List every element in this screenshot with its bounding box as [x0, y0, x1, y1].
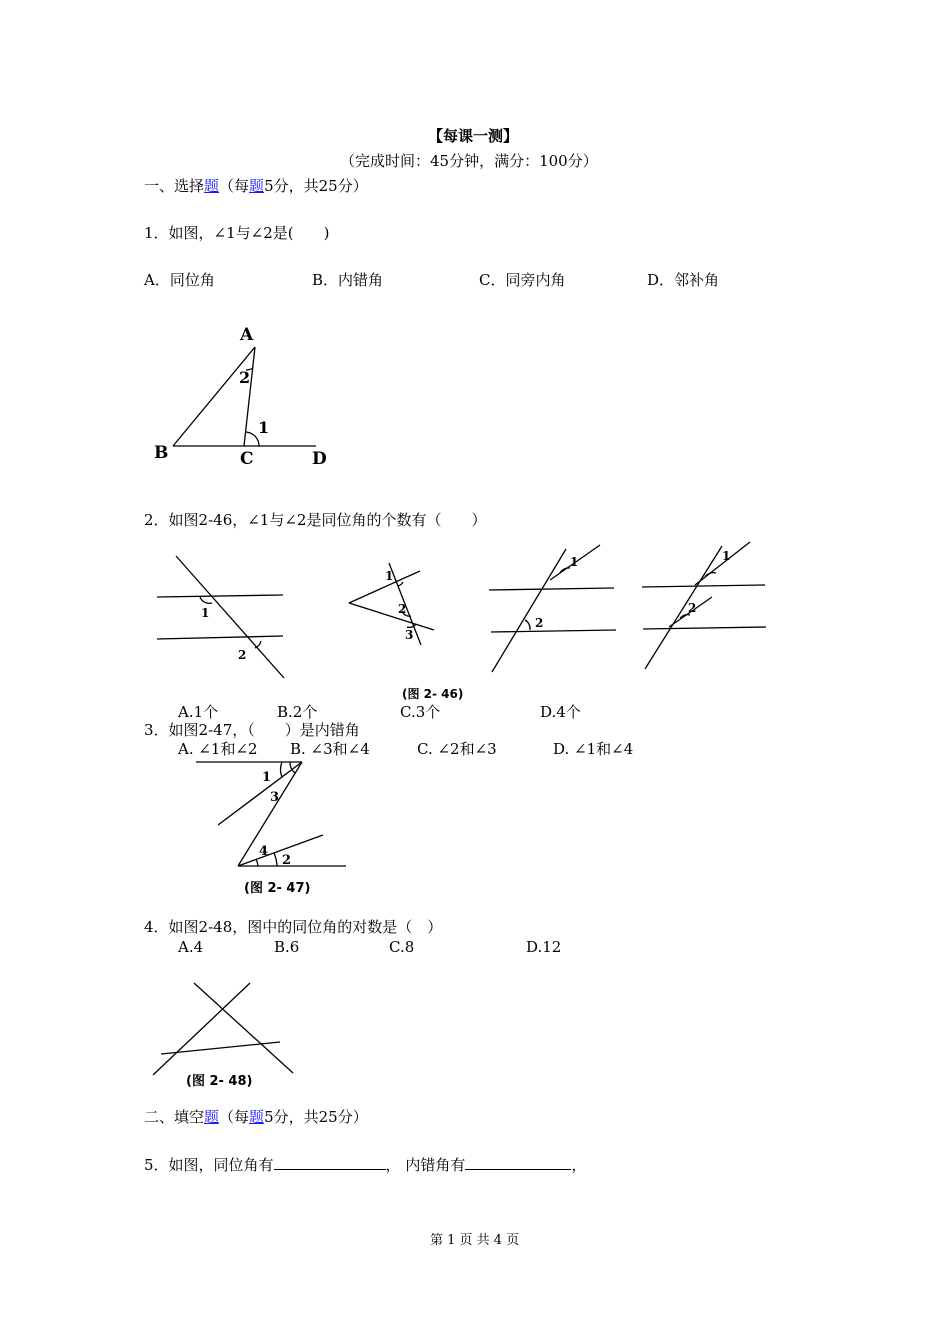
angle-2-label: 2: [239, 368, 251, 387]
page-title: 【每课一测】: [428, 127, 519, 145]
q4-option-c: C.8: [389, 938, 415, 956]
q1-option-c: C．同旁内角: [479, 271, 566, 289]
q3-option-b: B. ∠3和∠4: [290, 740, 370, 758]
q2-option-c: C.3个: [400, 703, 441, 721]
q1-option-d: D．邻补角: [647, 271, 720, 289]
section-mid: （每: [219, 1108, 250, 1126]
f3-angle-1: 1: [570, 555, 579, 569]
section-suffix: 5分，共25分）: [264, 177, 368, 195]
q4-option-a: A.4: [178, 938, 204, 956]
f3-angle-2: 2: [535, 616, 544, 630]
label-A: A: [240, 325, 254, 345]
f4-angle-2: 2: [688, 601, 697, 615]
q3-option-c: C. ∠2和∠3: [417, 740, 497, 758]
angle-1-label: 1: [258, 418, 270, 437]
answer-blank-2[interactable]: [465, 1155, 571, 1170]
q3-option-d: D. ∠1和∠4: [553, 740, 634, 758]
label-C: C: [240, 449, 254, 469]
angle-1-label: 1: [262, 770, 272, 785]
q2-option-a: A.1个: [178, 703, 219, 721]
question-4-text: 4．如图2-48，图中的同位角的对数是（ ）: [144, 918, 443, 936]
figure-caption-2-47: (图 2- 47): [244, 881, 311, 896]
question-1-text: 1．如图，∠1与∠2是( ): [144, 224, 330, 242]
section-heading-fill: [144, 1108, 368, 1126]
question-link[interactable]: 题: [249, 1108, 265, 1126]
question-5-text: [144, 1155, 586, 1174]
question-link[interactable]: 题: [204, 177, 220, 195]
q1-option-b: B．内错角: [312, 271, 384, 289]
section-prefix: 二、填空: [144, 1108, 205, 1126]
figure-caption-2-48: (图 2- 48): [186, 1074, 253, 1089]
q2-option-b: B.2个: [277, 703, 318, 721]
f2-angle-3: 3: [405, 628, 414, 642]
label-D: D: [312, 449, 327, 469]
q2-option-d: D.4个: [540, 703, 581, 721]
f4-angle-1: 1: [722, 549, 731, 563]
section-prefix: 一、选择: [144, 177, 205, 195]
q1-option-a: A．同位角: [144, 271, 215, 289]
figure-caption-2-46: (图 2- 46): [402, 687, 464, 701]
answer-blank-1[interactable]: [274, 1155, 386, 1170]
angle-2-label: 2: [282, 853, 292, 868]
question-3-text: 3．如图2-47，（ ）是内错角: [144, 721, 360, 739]
label-B: B: [154, 443, 169, 463]
f1-angle-2: 2: [238, 648, 247, 662]
q5-part1: 5．如图，同位角有: [144, 1156, 274, 1174]
q4-option-d: D.12: [526, 938, 562, 956]
page-subtitle: （完成时间：45分钟，满分：100分）: [340, 152, 598, 170]
q5-part3: ，: [571, 1156, 587, 1174]
question-link[interactable]: 题: [204, 1108, 220, 1126]
f2-angle-2: 2: [398, 602, 407, 616]
question-link[interactable]: 题: [249, 177, 265, 195]
section-suffix: 5分，共25分）: [264, 1108, 368, 1126]
angle-4-label: 4: [259, 844, 269, 859]
q3-option-a: A. ∠1和∠2: [178, 740, 258, 758]
page-footer: 第 1 页 共 4 页: [430, 1233, 520, 1248]
angle-3-label: 3: [270, 790, 280, 805]
section-mid: （每: [219, 177, 250, 195]
f1-angle-1: 1: [201, 606, 210, 620]
q4-option-b: B.6: [274, 938, 300, 956]
q5-part2: ， 内错角有: [385, 1156, 466, 1174]
f2-angle-1: 1: [385, 569, 394, 583]
question-2-text: 2．如图2-46，∠1与∠2是同位角的个数有（ ）: [144, 511, 487, 529]
